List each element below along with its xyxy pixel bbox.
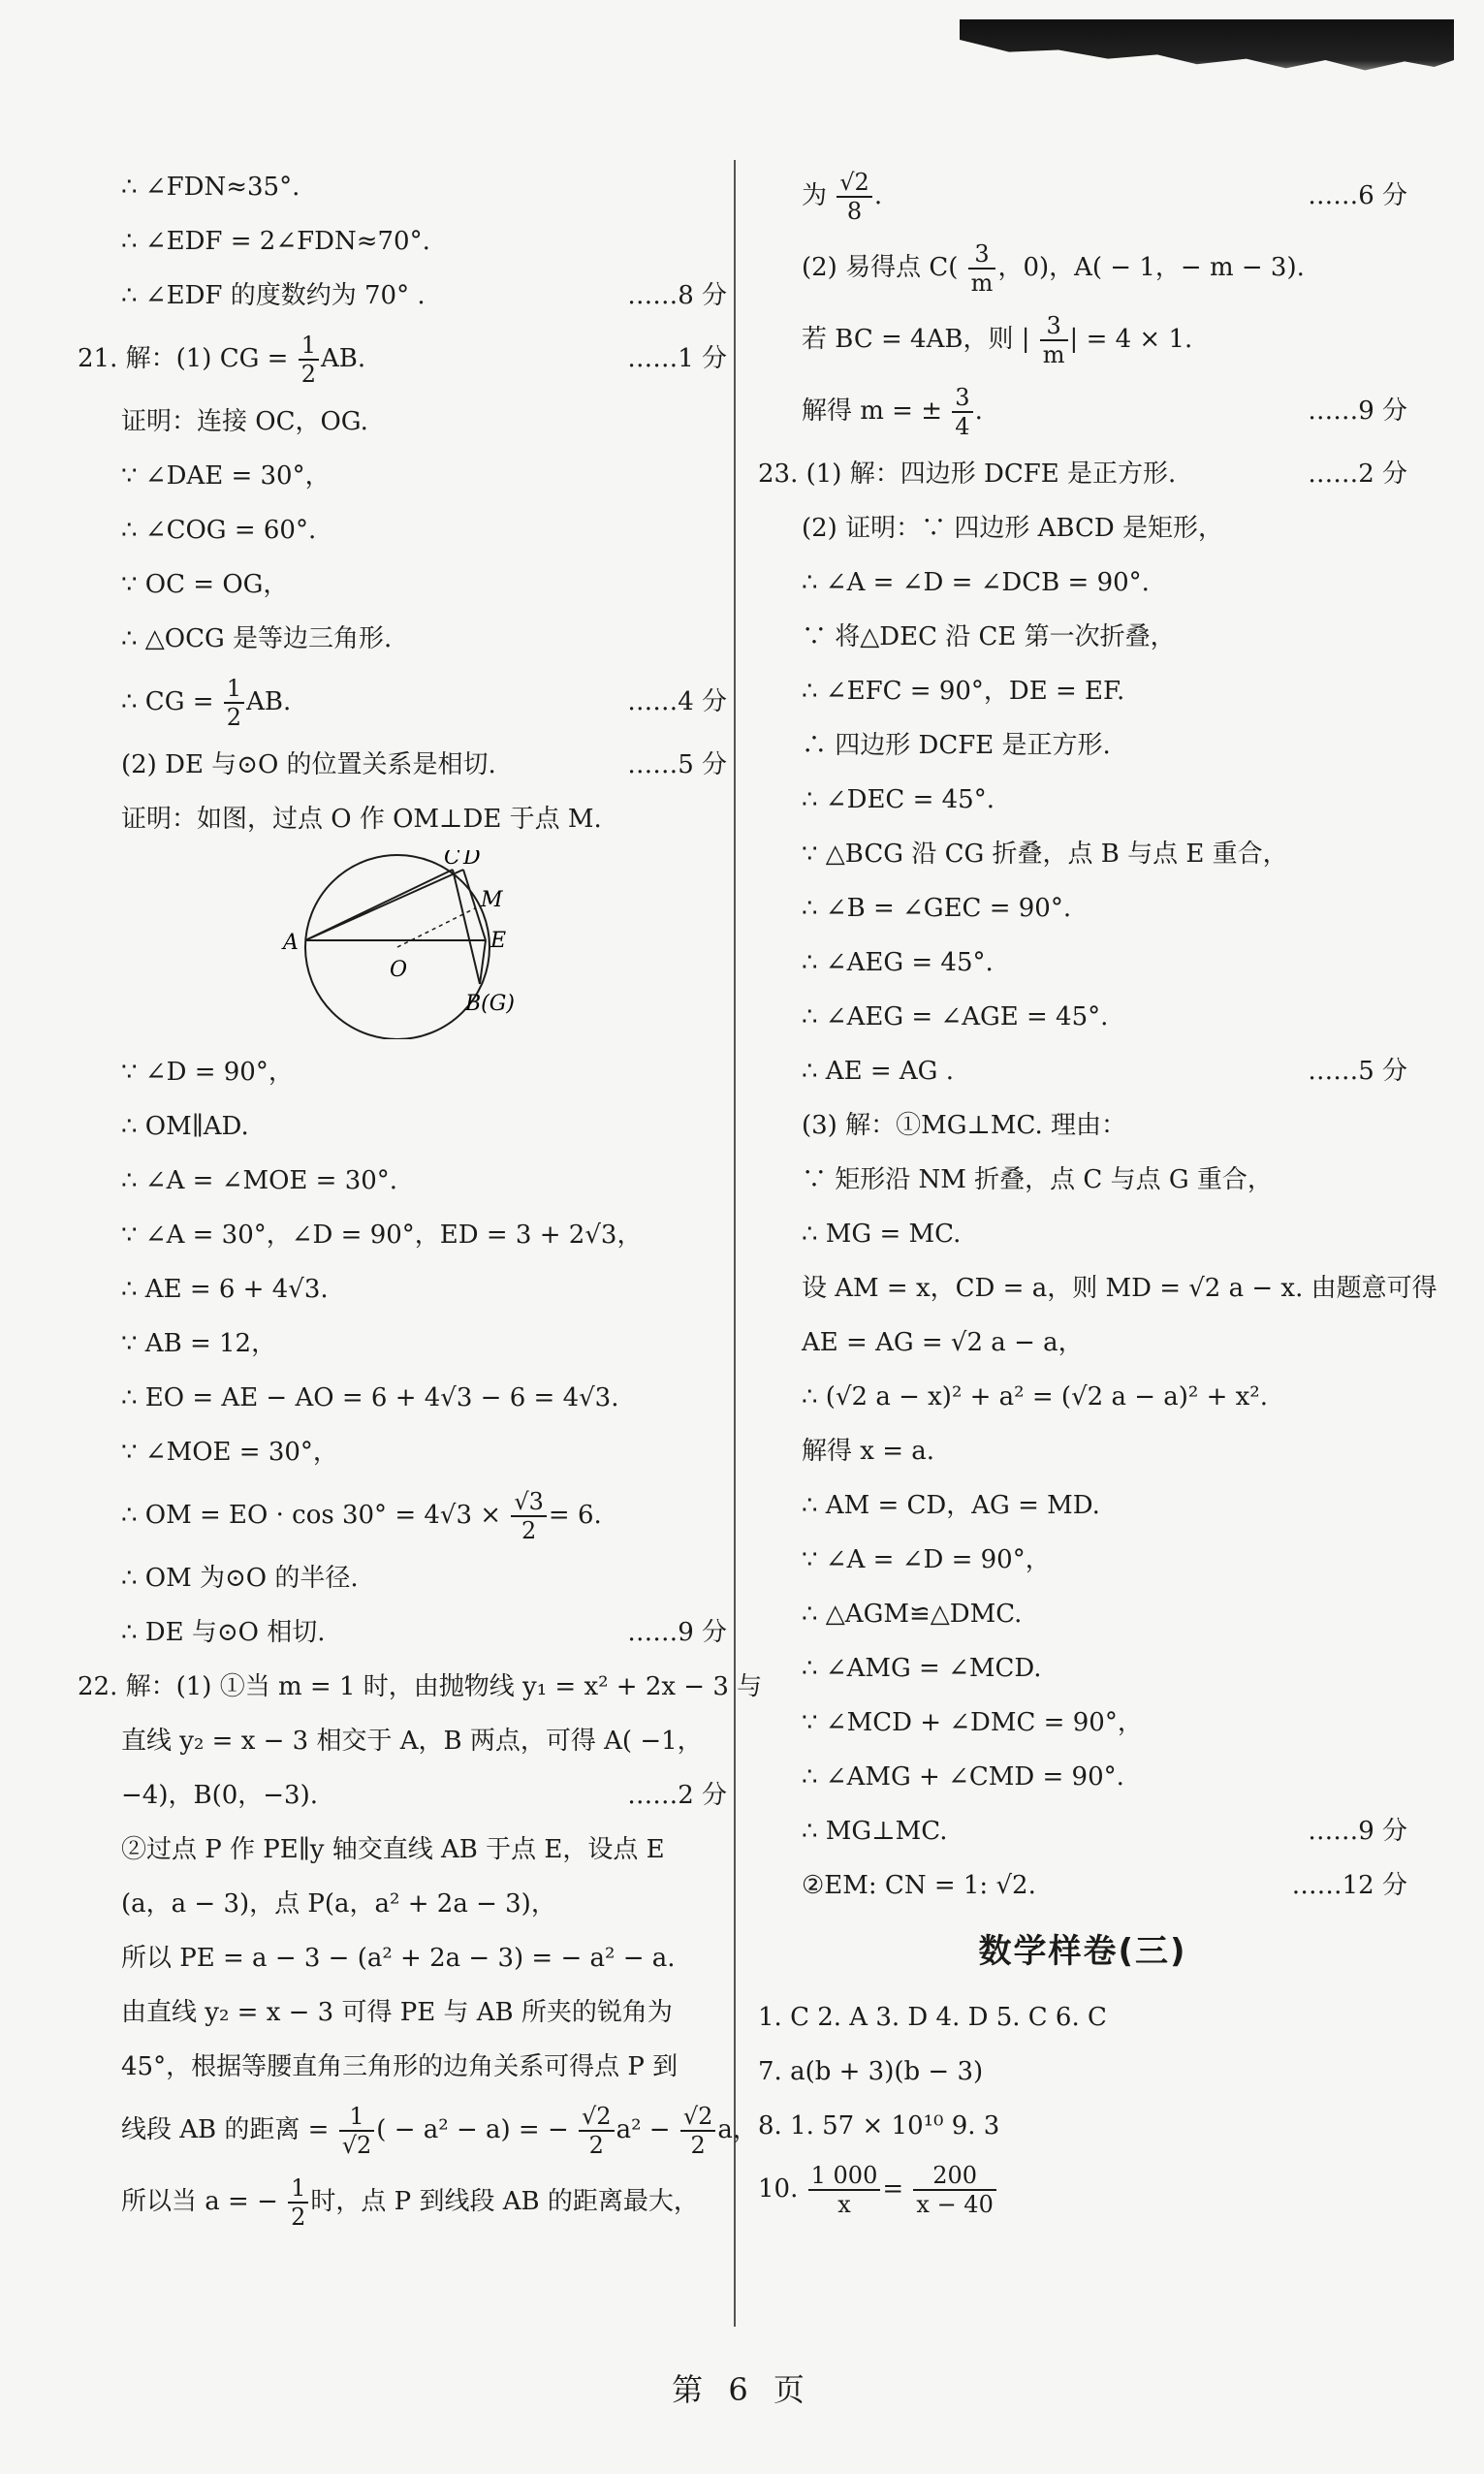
line-text: ∵ ∠A = ∠D = 90°， <box>802 1545 1051 1574</box>
solution-line <box>758 881 1407 936</box>
fraction <box>339 2103 375 2159</box>
solution-line <box>758 555 1407 610</box>
line-text: 设 AM = x，CD = a，则 MD = √2 a − x. 由题意可得 <box>802 1274 1437 1303</box>
line-text: ∴ △OCG 是等边三角形. <box>121 624 393 653</box>
line-text: ∴ ∠FDN≈35°. <box>121 173 300 202</box>
line-text: 所以 PE = a − 3 − (a² + 2a − 3) = − a² − a. <box>121 1944 676 1973</box>
solution-line <box>78 557 727 612</box>
fraction <box>299 332 319 388</box>
line-text: ，0)，A( − 1，− m − 3). <box>997 253 1305 282</box>
solution-line <box>78 666 727 738</box>
score-mark: ……6 分 <box>1308 181 1407 210</box>
solution-line <box>78 269 727 323</box>
circle-diagram <box>78 850 727 1039</box>
line-text: (3) 解：①MG⊥MC. 理由： <box>802 1111 1127 1140</box>
solution-line <box>758 1858 1407 1913</box>
line-text: ∴ AM = CD，AG = MD. <box>802 1491 1100 1520</box>
solution-line <box>78 2094 758 2166</box>
line-text: ∵ 将△DEC 沿 CE 第一次折叠， <box>802 622 1176 651</box>
score-mark: ……9 分 <box>1308 1817 1407 1846</box>
fraction-numerator: 1 <box>299 332 319 361</box>
line-text: ∵ ∠D = 90°， <box>121 1058 294 1087</box>
section-title: 数学样卷(三) <box>978 1932 1187 1971</box>
line-text: ∵ ∠MOE = 30°， <box>121 1438 338 1467</box>
solution-line <box>758 1207 1407 1261</box>
line-text: ∴ OM 为⊙O 的半径. <box>121 1564 359 1593</box>
solution-line <box>758 1641 1407 1696</box>
fraction-denominator: 2 <box>521 1517 537 1544</box>
solution-line <box>78 612 727 666</box>
fraction <box>680 2103 716 2159</box>
line-text: ∴ ∠EDF 的度数约为 70° . <box>121 281 426 310</box>
line-text: 证明：如图，过点 O 作 OM⊥DE 于点 M. <box>121 805 602 834</box>
line-text: ∵ △BCG 沿 CG 折叠，点 B 与点 E 重合， <box>802 840 1288 869</box>
line-text: ②EM: CN = 1: √2. <box>802 1871 1036 1900</box>
page-footer: 第 6 页 <box>672 2371 812 2408</box>
solution-line <box>78 1551 727 1605</box>
line-text: ∴ AE = AG . <box>802 1057 954 1086</box>
score-mark: ……9 分 <box>627 1618 727 1647</box>
line-text: ∴ EO = AE − AO = 6 + 4√3 − 6 = 4√3. <box>121 1383 619 1412</box>
line-text: ∴ AE = 6 + 4√3. <box>121 1275 329 1304</box>
solution-line <box>758 664 1407 718</box>
line-text: ∴ △AGM≌△DMC. <box>802 1600 1023 1629</box>
line-text: ∴ 四边形 DCFE 是正方形. <box>802 731 1111 760</box>
solution-line <box>758 1533 1407 1587</box>
solution-line <box>758 1750 1407 1804</box>
solution-line <box>758 990 1407 1044</box>
solution-line <box>78 1262 727 1316</box>
solution-line <box>758 303 1407 375</box>
solution-line <box>758 1098 1407 1153</box>
solution-line <box>78 738 727 792</box>
line-text: ∴ ∠AMG = ∠MCD. <box>802 1654 1042 1683</box>
line-text: AE = AG = √2 a − a， <box>802 1328 1084 1357</box>
fraction <box>837 169 872 225</box>
line-text: ∴ DE 与⊙O 相切. <box>121 1618 326 1647</box>
fraction-numerator: 1 <box>224 675 244 704</box>
fraction-denominator: m <box>1042 341 1065 368</box>
line-text: 时，点 P 到线段 AB 的距离最大， <box>310 2187 699 2216</box>
score-mark: ……8 分 <box>627 281 727 310</box>
fraction-denominator: x − 40 <box>916 2191 994 2218</box>
line-text: ∴ ∠EDF = 2∠FDN≈70°. <box>121 227 430 256</box>
line-text: 45°，根据等腰直角三角形的边角关系可得点 P 到 <box>121 2052 679 2081</box>
solution-line <box>758 375 1407 447</box>
solution-line <box>758 1370 1407 1424</box>
score-mark: ……2 分 <box>1308 460 1407 489</box>
fraction-numerator: 200 <box>913 2162 995 2191</box>
solution-line <box>758 1804 1407 1858</box>
fraction <box>952 384 972 440</box>
fraction-denominator: m <box>970 270 994 297</box>
line-text: a² − <box>616 2115 679 2144</box>
line-text: (a，a − 3)，点 P(a，a² + 2a − 3)， <box>121 1889 556 1919</box>
fraction-numerator: √2 <box>837 169 872 198</box>
score-mark: ……5 分 <box>1308 1057 1407 1086</box>
solution-line <box>758 1316 1407 1370</box>
line-text: ∴ OM∥AD. <box>121 1112 249 1141</box>
solution-line <box>78 1316 727 1371</box>
score-mark: ……9 分 <box>1308 396 1407 426</box>
scan-shadow <box>960 19 1454 87</box>
line-text: ∴ MG = MC. <box>802 1220 962 1249</box>
label-b: B(G) <box>465 992 515 1016</box>
line-text: 1. C 2. A 3. D 4. D 5. C 6. C <box>758 2003 1107 2032</box>
fraction-numerator: 1 <box>339 2103 375 2132</box>
fraction-denominator: 4 <box>955 413 970 440</box>
line-text: 线段 AB 的距离 = <box>121 2115 337 2144</box>
line-text: 解得 x = a. <box>802 1437 935 1466</box>
fraction <box>579 2103 615 2159</box>
solution-line <box>758 1153 1407 1207</box>
line-text: (2) 证明：∵ 四边形 ABCD 是矩形， <box>802 514 1223 543</box>
fraction <box>1040 312 1068 368</box>
solution-line <box>78 1425 727 1479</box>
fraction-numerator: 1 <box>288 2174 308 2204</box>
solution-line <box>78 1099 727 1154</box>
line-text: ( − a² − a) = − <box>376 2115 578 2144</box>
fraction <box>288 2174 308 2231</box>
line-text: ∴ ∠EFC = 90°，DE = EF. <box>802 677 1125 706</box>
fraction-numerator: 3 <box>952 384 972 413</box>
line-text: ∴ ∠A = ∠MOE = 30°. <box>121 1166 398 1195</box>
line-text: a， <box>717 2115 758 2144</box>
solution-line <box>78 449 727 503</box>
line-text: (2) DE 与⊙O 的位置关系是相切. <box>121 750 496 779</box>
solution-line <box>758 160 1407 232</box>
fraction-numerator: √3 <box>511 1488 547 1517</box>
solution-line <box>758 232 1407 303</box>
answer-line <box>758 2153 1407 2225</box>
solution-line <box>78 323 727 395</box>
solution-line <box>78 1714 727 1768</box>
label-a: A <box>283 931 299 955</box>
solution-line <box>78 1208 727 1262</box>
line-text: 8. 1. 57 × 10¹⁰ 9. 3 <box>758 2111 1000 2141</box>
line-text: 10. <box>758 2174 806 2204</box>
score-mark: ……5 分 <box>627 750 727 779</box>
line-text: ∴ (√2 a − x)² + a² = (√2 a − a)² + x². <box>802 1382 1268 1411</box>
solution-line <box>78 2040 727 2094</box>
line-text: 23. (1) 解：四边形 DCFE 是正方形. <box>758 460 1177 489</box>
fraction-numerator: √2 <box>579 2103 615 2132</box>
line-text: ∴ ∠AEG = 45°. <box>802 948 994 977</box>
solution-line <box>758 1261 1437 1316</box>
segment-ad <box>305 870 463 940</box>
line-text: ∴ ∠A = ∠D = ∠DCB = 90°. <box>802 568 1150 597</box>
solution-line <box>78 1371 727 1425</box>
fraction <box>808 2162 881 2218</box>
line-text: 直线 y₂ = x − 3 相交于 A，B 两点，可得 A( −1， <box>121 1727 703 1756</box>
fraction-numerator: 3 <box>968 240 996 270</box>
line-text: 由直线 y₂ = x − 3 可得 PE 与 AB 所夹的锐角为 <box>121 1998 673 2027</box>
solution-line <box>758 1696 1407 1750</box>
line-text: ∵ ∠DAE = 30°， <box>121 461 331 491</box>
solution-line <box>78 1931 727 1985</box>
fraction-denominator: 2 <box>300 361 316 388</box>
line-text: −4)，B(0，−3). <box>121 1781 318 1810</box>
score-mark: ……12 分 <box>1291 1871 1407 1900</box>
answer-line <box>758 2099 1407 2153</box>
solution-line <box>78 214 727 269</box>
line-text: ∴ MG⊥MC. <box>802 1817 948 1846</box>
label-m: M <box>481 888 503 912</box>
line-text: ∵ 矩形沿 NM 折叠，点 C 与点 G 重合， <box>802 1165 1273 1194</box>
solution-line <box>758 718 1407 773</box>
fraction-denominator: 2 <box>291 2204 306 2231</box>
fraction-denominator: 8 <box>846 198 863 225</box>
label-c: C <box>444 850 460 870</box>
line-text: ∴ OM = EO · cos 30° = 4√3 × <box>121 1501 510 1530</box>
solution-line <box>78 1660 763 1714</box>
line-text: 为 <box>802 181 836 210</box>
answer-line <box>758 1990 1407 2045</box>
line-text: 所以当 a = − <box>121 2187 287 2216</box>
line-text: ∴ CG = <box>121 687 222 716</box>
fraction-denominator: x <box>837 2191 851 2218</box>
solution-line <box>78 1823 727 1877</box>
solution-line <box>758 447 1407 501</box>
right-column <box>758 160 1437 2225</box>
line-text: ∵ ∠A = 30°，∠D = 90°，ED = 3 + 2√3， <box>121 1221 643 1250</box>
solution-line <box>758 827 1407 881</box>
score-mark: ……4 分 <box>627 687 727 716</box>
solution-line <box>78 395 727 449</box>
solution-line <box>758 773 1407 827</box>
answer-line <box>758 2045 1407 2099</box>
line-text: 若 BC = 4AB，则 | <box>802 325 1038 354</box>
line-text: 7. a(b + 3)(b − 3) <box>758 2057 984 2086</box>
solution-line <box>758 1478 1407 1533</box>
solution-line <box>78 160 727 214</box>
solution-line <box>78 1154 727 1208</box>
line-text: ∴ ∠DEC = 45°. <box>802 785 995 814</box>
solution-line <box>758 501 1407 555</box>
solution-line <box>758 1424 1407 1478</box>
line-text: 21. 解：(1) CG = <box>78 344 297 373</box>
line-text: ∵ AB = 12， <box>121 1329 277 1358</box>
fraction-denominator: √2 <box>341 2132 372 2159</box>
line-text: . <box>873 181 883 210</box>
fraction <box>224 675 244 731</box>
line-text: ∴ ∠AMG + ∠CMD = 90°. <box>802 1762 1124 1792</box>
fraction <box>511 1488 547 1544</box>
left-column <box>78 160 763 2237</box>
line-text: . <box>974 396 983 426</box>
score-mark: ……1 分 <box>627 344 727 373</box>
fraction-numerator: √2 <box>680 2103 716 2132</box>
line-text: ②过点 P 作 PE∥y 轴交直线 AB 于点 E，设点 E <box>121 1835 665 1864</box>
line-text: | = 4 × 1. <box>1069 325 1193 354</box>
line-text: AB. <box>246 687 292 716</box>
fraction-denominator: 2 <box>588 2132 604 2159</box>
line-text: 22. 解：(1) ①当 m = 1 时，由抛物线 y₁ = x² + 2x − 3 与 <box>78 1672 763 1701</box>
fraction-denominator: 2 <box>690 2132 706 2159</box>
solution-line <box>78 1768 727 1823</box>
line-text: AB. <box>320 344 366 373</box>
solution-line <box>78 1605 727 1660</box>
solution-line <box>78 503 727 557</box>
line-text: ∵ ∠MCD + ∠DMC = 90°， <box>802 1708 1143 1737</box>
solution-line <box>78 1985 727 2040</box>
solution-line <box>758 936 1407 990</box>
solution-line <box>758 610 1407 664</box>
fraction-denominator: 2 <box>226 704 242 731</box>
solution-line <box>78 1877 727 1931</box>
column-divider <box>734 160 736 2327</box>
line-text: = <box>882 2174 912 2204</box>
fraction-numerator: 3 <box>1040 312 1068 341</box>
line-text: ∴ ∠B = ∠GEC = 90°. <box>802 894 1072 923</box>
solution-line <box>758 1044 1407 1098</box>
solution-line <box>78 792 727 846</box>
line-text: ∴ ∠AEG = ∠AGE = 45°. <box>802 1002 1109 1031</box>
solution-line <box>78 1045 727 1099</box>
label-e: E <box>490 929 507 953</box>
label-d: D <box>463 850 481 870</box>
line-text: 解得 m = ± <box>802 396 951 426</box>
solution-line <box>78 2166 727 2237</box>
line-text: (2) 易得点 C( <box>802 253 966 282</box>
fraction-numerator: 1 000 <box>808 2162 881 2191</box>
line-text: ∵ OC = OG， <box>121 570 289 599</box>
line-text: ∴ ∠COG = 60°. <box>121 516 317 545</box>
line-text: = 6. <box>548 1501 602 1530</box>
solution-line <box>78 1479 727 1551</box>
label-o: O <box>390 958 408 982</box>
fraction <box>913 2162 995 2218</box>
line-text: 证明：连接 OC，OG. <box>121 407 368 436</box>
score-mark: ……2 分 <box>627 1781 727 1810</box>
geometry-diagram <box>78 850 727 1039</box>
fraction <box>968 240 996 297</box>
solution-line <box>758 1587 1407 1641</box>
